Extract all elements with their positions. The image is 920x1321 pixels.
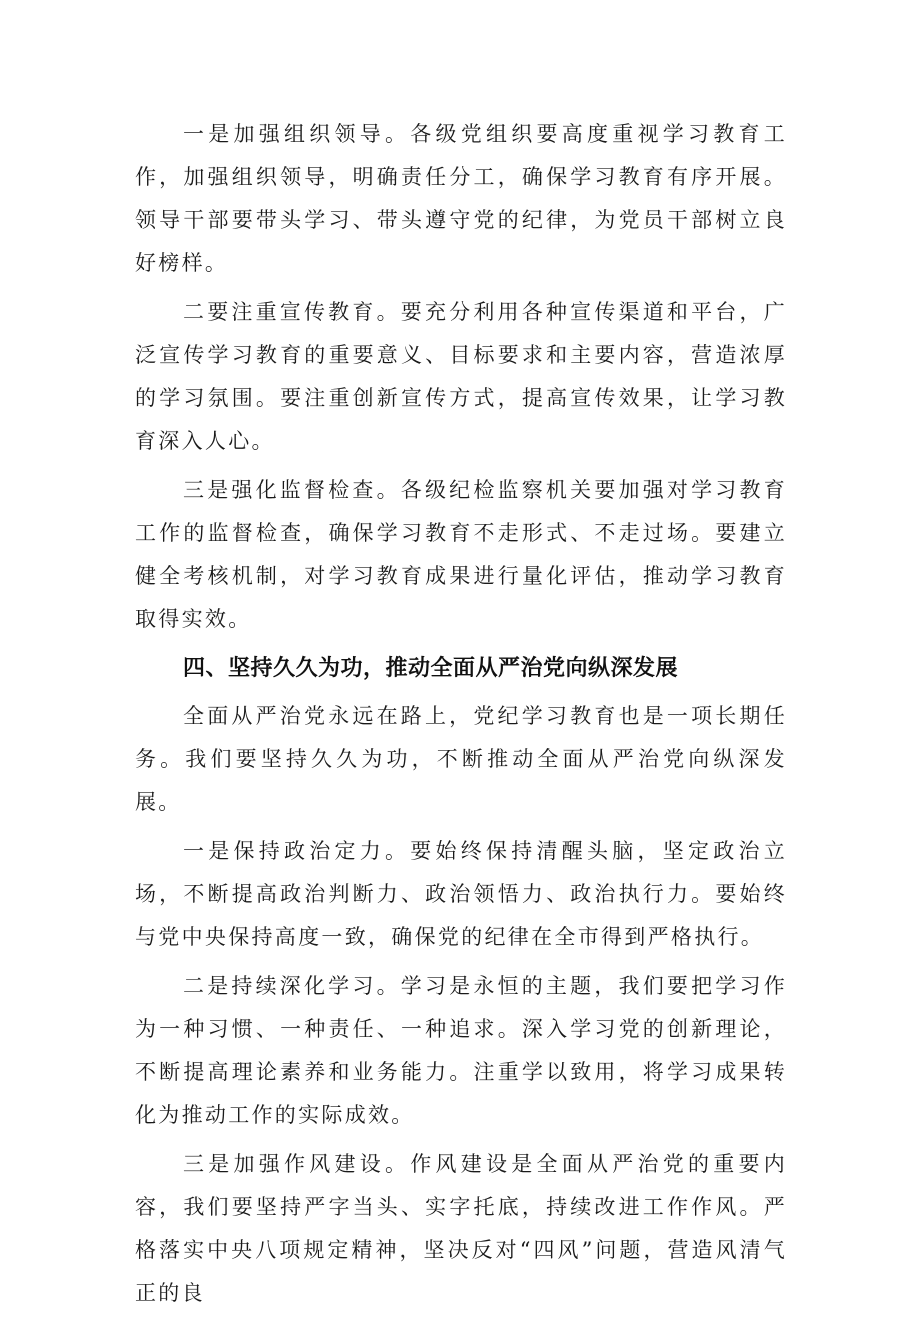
paragraph-work-style: 三是加强作风建设。作风建设是全面从严治党的重要内容，我们要坚持严字当头、实字托底，持续改进工作作风。严格落实中央八项规定精神，坚决反对“四风”问题，营造风清气正的良 [135,1152,787,1305]
section-heading-four: 四、坚持久久为功，推动全面从严治党向纵深发展 [183,656,679,681]
paragraph-organize-leadership: 一是加强组织领导。各级党组织要高度重视学习教育工作，加强组织领导，明确责任分工，确保学习教育有序开展。领导干部要带头学习、带头遵守党的纪律，为党员干部树立良好榜样。 [135,122,787,275]
paragraph-deepen-learning: 二是持续深化学习。学习是永恒的主题，我们要把学习作为一种习惯、一种责任、一种追求。深入学习党的创新理论，不断提高理论素养和业务能力。注重学以致用，将学习成果转化为推动工作的实际成效。 [135,974,787,1127]
paragraph-publicity-education: 二要注重宣传教育。要充分利用各种宣传渠道和平台，广泛宣传学习教育的重要意义、目标要求和主要内容，营造浓厚的学习氛围。要注重创新宣传方式，提高宣传效果，让学习教育深入人心。 [135,300,787,453]
document-body [135,113,787,1321]
paragraph-supervision-inspection: 三是强化监督检查。各级纪检监察机关要加强对学习教育工作的监督检查，确保学习教育不走形式、不走过场。要建立健全考核机制，对学习教育成果进行量化评估，推动学习教育取得实效。 [135,478,787,631]
paragraph-political-determination: 一是保持政治定力。要始终保持清醒头脑，坚定政治立场，不断提高政治判断力、政治领悟力、政治执行力。要始终与党中央保持高度一致，确保党的纪律在全市得到严格执行。 [135,839,787,949]
paragraph-section-intro: 全面从严治党永远在路上，党纪学习教育也是一项长期任务。我们要坚持久久为功，不断推动全面从严治党向纵深发展。 [135,704,787,814]
